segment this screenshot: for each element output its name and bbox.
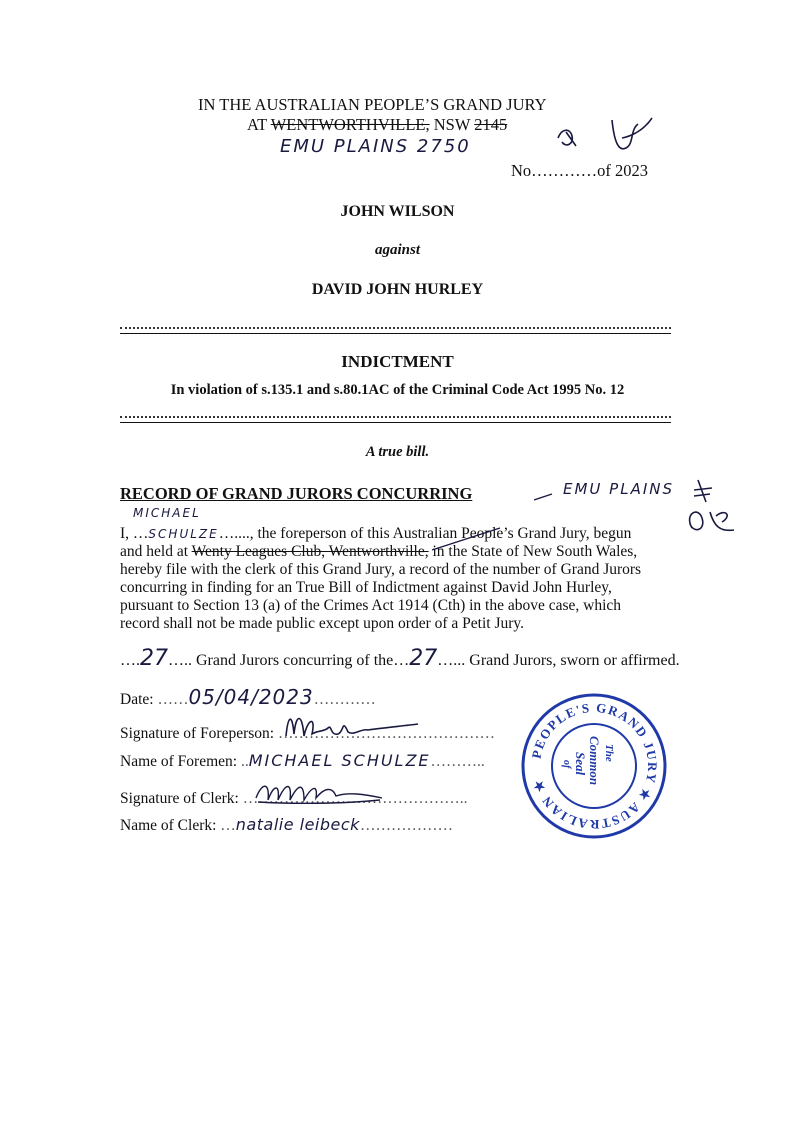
clerk-signature-row: Signature of Clerk: …………………………………….. [120, 790, 468, 807]
record-line-4: concurring in finding for an True Bill of Indictment against David John Hurley, [120, 579, 612, 596]
record-line-1 [120, 525, 720, 543]
svg-text:Common: Common [587, 736, 602, 786]
handwritten-total-count: 27 [409, 646, 438, 671]
record-line-2-suffix: in the State of New South Wales, [432, 543, 638, 560]
count-end-text: …... Grand Jurors, sworn or affirmed. [437, 652, 680, 669]
handwritten-foremen-name: MICHAEL SCHULZE [248, 751, 431, 770]
handwritten-concurring-count: 27 [140, 646, 168, 671]
handwritten-last-name: SCHULZE [148, 527, 219, 541]
foremen-name-label: Name of Foremen: [120, 753, 238, 770]
indictment-subtitle: In violation of s.135.1 and s.80.1AC of the Criminal Code Act 1995 No. 12 [170, 382, 625, 398]
true-bill-label: A true bill. [365, 444, 430, 460]
svg-text:The: The [603, 744, 615, 762]
foremen-name-row: Name of Foremen: ..MICHAEL SCHULZE……….. [120, 751, 485, 770]
foreperson-signature-row: Signature of Foreperson: …………………………………… [120, 725, 495, 742]
clerk-signature [252, 778, 392, 808]
record-line-2 [120, 543, 720, 561]
insertion-caret-mark [430, 524, 510, 554]
foreperson-signature-label: Signature of Foreperson: [120, 725, 275, 742]
count-line: ….27….. Grand Jurors concurring of the…27…... Grand Jurors, sworn or affirmed. [120, 646, 680, 671]
date-label: Date: [120, 691, 154, 708]
svg-text:of: of [561, 760, 572, 769]
record-line-1-text: …...., the foreperson of this Australian People’s Grand Jury, begun [218, 525, 632, 542]
struck-place: WENTWORTHVILLE, [270, 115, 430, 134]
foreperson-signature [282, 706, 422, 746]
court-at: AT [247, 115, 267, 134]
count-mid-text: ….. Grand Jurors concurring of the… [168, 652, 410, 669]
court-line-2 [247, 115, 507, 134]
divider-line-bottom [120, 422, 671, 423]
divider-dotted-bottom [120, 416, 671, 418]
common-seal-stamp [520, 692, 668, 840]
record-line-1-prefix: I, … [120, 525, 149, 542]
record-line-5: pursuant to Section 13 (a) of the Crimes Act 1914 (Cth) in the above case, which [120, 597, 622, 614]
date-row: Date: ……05/04/2023………… [120, 685, 376, 709]
clerk-name-label: Name of Clerk: [120, 817, 217, 834]
defendant-name: DAVID JOHN HURLEY [311, 281, 484, 298]
court-state: NSW [433, 115, 471, 134]
struck-venue: Wenty Leagues Club, Wentworthville, [191, 543, 429, 560]
struck-postcode: 2145 [474, 115, 508, 134]
indictment-title: INDICTMENT [341, 352, 454, 371]
divider-dotted-top [120, 327, 671, 329]
record-line-3: hereby file with the clerk of this Grand Jury, a record of the number of Grand Jurors [120, 561, 642, 578]
versus-label: against [374, 242, 420, 258]
handwritten-place: EMU PLAINS 2750 [280, 136, 471, 157]
record-heading: RECORD OF GRAND JURORS CONCURRING [120, 484, 473, 503]
clerk-signature-label: Signature of Clerk: [120, 790, 239, 807]
record-paragraph [120, 525, 720, 633]
header-initials-signature [552, 110, 672, 160]
svg-text:PEOPLE'S GRAND JURY ★ AUSTRALI: PEOPLE'S GRAND JURY ★ AUSTRALIAN ★ [528, 699, 661, 833]
court-line-1: IN THE AUSTRALIAN PEOPLE’S GRAND JURY [198, 95, 547, 114]
divider-line-top [120, 333, 671, 334]
svg-text:Seal: Seal [573, 752, 588, 776]
margin-note: EMU PLAINS [563, 480, 674, 498]
handwritten-date: 05/04/2023 [188, 685, 314, 709]
clerk-name-row: Name of Clerk: …natalie leibeck……………… [120, 815, 453, 834]
record-line-6: record shall not be made public except upon order of a Petit Jury. [120, 615, 525, 632]
record-line-2-prefix: and held at [120, 543, 189, 560]
case-number: No…………of 2023 [511, 161, 649, 180]
handwritten-clerk-name: natalie leibeck [235, 815, 360, 834]
handwritten-first-name: MICHAEL [133, 506, 201, 520]
plaintiff-name: JOHN WILSON [340, 203, 455, 220]
